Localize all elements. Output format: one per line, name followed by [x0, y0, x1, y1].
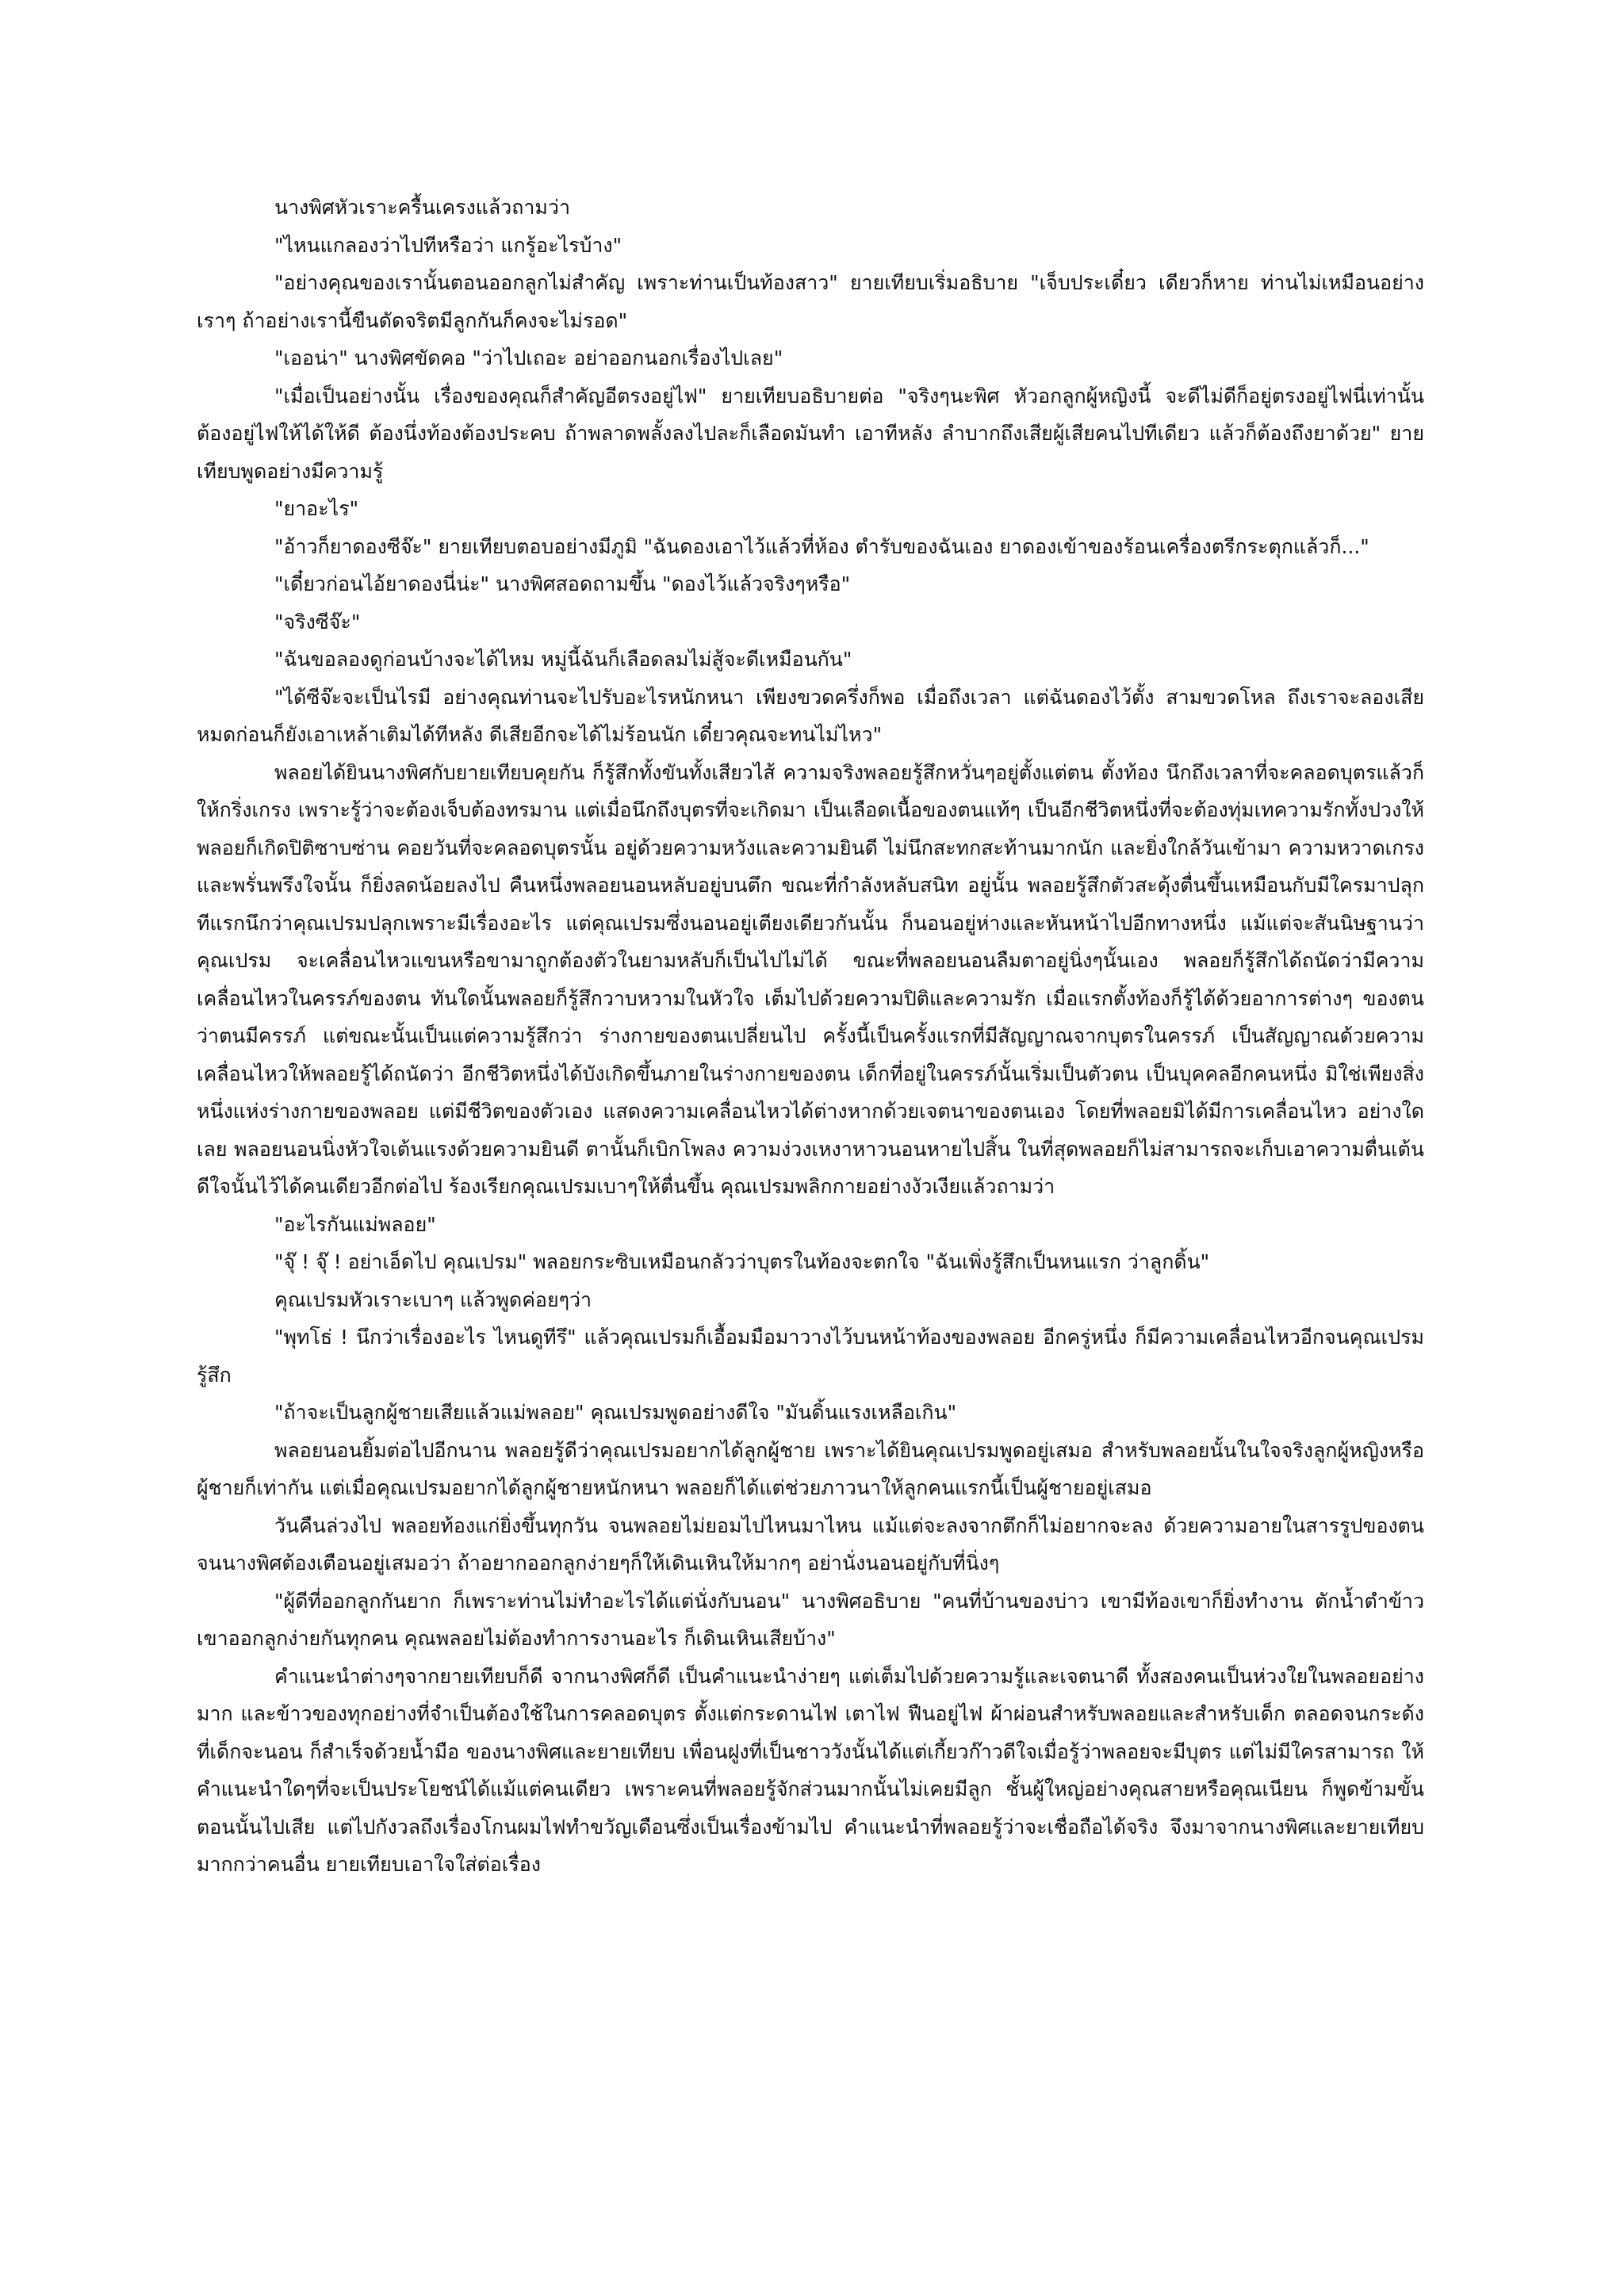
paragraph: นางพิศหัวเราะครื้นเครงแล้วถามว่า	[274, 196, 570, 219]
paragraph: "จริงซีจ๊ะ"	[274, 610, 361, 633]
paragraph: "อ้าวก็ยาดองซีจ๊ะ" ยายเทียบตอบอย่างมีภูมิ "ฉันดองเอาไว้แล้วที่ห้อง ตำรับของฉันเอง ยาดองเข้าของร้อนเครื่องตรีกระตุกแล้วก็..."	[274, 534, 1369, 558]
paragraph: "พุทโธ่ ! นึกว่าเรื่องอะไร ไหนดูทีรึ" แล้วคุณเปรมก็เอื้อมมือมาวางไว้บนหน้าท้องของพลอย อีกครู่หนึ่ง ก็มีความเคลื่อนไหวอีกจนคุณเปรมรู้สึก	[197, 1326, 1424, 1387]
paragraph: "ถ้าจะเป็นลูกผู้ชายเสียแล้วแม่พลอย" คุณเปรมพูดอย่างดีใจ "มันดิ้นแรงเหลือเกิน"	[274, 1401, 957, 1424]
paragraph: "ไหนแกลองว่าไปทีหรือว่า แกรู้อะไรบ้าง"	[274, 233, 622, 257]
paragraph: "จุ๊ ! จุ๊ ! อย่าเอ็ดไป คุณเปรม" พลอยกระซิบเหมือนกลัวว่าบุตรในท้องจะตกใจ "ฉันเพิ่งรู้สึกเป็นหนแรก ว่าลูกดิ้น"	[274, 1250, 1210, 1273]
paragraph: "ฉันขอลองดูก่อนบ้างจะได้ไหม หมู่นี้ฉันก็เลือดลมไม่สู้จะดีเหมือนกัน"	[274, 648, 852, 671]
paragraph: พลอยได้ยินนางพิศกับยายเทียบคุยกัน ก็รู้สึกทั้งขันทั้งเสียวไส้ ความจริงพลอยรู้สึกหวั่นๆอยู่ตั้งแต่ตน ตั้งท้อง นึกถึงเวลาที่จะคลอดบุตรแล้วก็ให้กริ่งเกรง เพราะรู้ว่าจะต้องเจ็บต้องทรมาน แต่เมื่อนึกถึงบุตรที่จะเกิดมา เป็นเลือดเนื้อของตนแท้ๆ เป็นอีกชีวิตหนึ่งที่จะต้องทุ่มเทความรักทั้งปวงให้ พลอยก็เกิดปิติซาบซ่าน คอยวันที่จะคลอดบุตรนั้น อยู่ด้วยความหวังและความยินดี ไม่นึกสะทกสะท้านมากนัก และยิ่งใกล้วันเข้ามา ความหวาดเกรงและพรั่นพรึงใจนั้น ก็ยิ่งลดน้อยลงไป คืนหนึ่งพลอยนอนหลับอยู่บนตึก ขณะที่กำลังหลับสนิท อยู่นั้น พลอยรู้สึกตัวสะดุ้งตื่นขึ้นเหมือนกับมีใครมาปลุก ทีแรกนึกว่าคุณเปรมปลุกเพราะมีเรื่องอะไร แต่คุณเปรมซึ่งนอนอยู่เตียงเดียวกันนั้น ก็นอนอยู่ห่างและหันหน้าไปอีกทางหนึ่ง แม้แต่จะสันนิษฐานว่าคุณเปรม จะเคลื่อนไหวแขนหรือขามาถูกต้องตัวในยามหลับก็เป็นไปไม่ได้ ขณะที่พลอยนอนลืมตาอยู่นิ่งๆนั้นเอง พลอยก็รู้สึกได้ถนัดว่ามีความเคลื่อนไหวในครรภ์ของตน ทันใดนั้นพลอยก็รู้สึกวาบหวามในหัวใจ เต็มไปด้วยความปิติและความรัก เมื่อแรกตั้งท้องก็รู้ได้ด้วยอาการต่างๆ ของตนว่าตนมีครรภ์ แต่ขณะนั้นเป็นแต่ความรู้สึกว่า ร่างกายของตนเปลี่ยนไป ครั้งนี้เป็นครั้งแรกที่มีสัญญาณจากบุตรในครรภ์ เป็นสัญญาณด้วยความเคลื่อนไหวให้พลอยรู้ได้ถนัดว่า อีกชีวิตหนึ่งได้บังเกิดขึ้นภายในร่างกายของตน เด็กที่อยู่ในครรภ์นั้นเริ่มเป็นตัวตน เป็นบุคคลอีกคนหนึ่ง มิใช่เพียงสิ่งหนึ่งแห่งร่างกายของพลอย แต่มีชีวิตของตัวเอง แสดงความเคลื่อนไหวได้ต่างหากด้วยเจตนาของตนเอง โดยที่พลอยมิได้มีการเคลื่อนไหว อย่างใดเลย พลอยนอนนิ่งหัวใจเต้นแรงด้วยความยินดี ตานั้นก็เบิกโพลง ความง่วงเหงาหาวนอนหายไปสิ้น ในที่สุดพลอยก็ไม่สามารถจะเก็บเอาความตื่นเต้นดีใจนั้นไว้ได้คนเดียวอีกต่อไป ร้องเรียกคุณเปรมเบาๆให้ตื่นขึ้น คุณเปรมพลิกกายอย่างงัวเงียแล้วถามว่า	[197, 760, 1424, 1198]
paragraph: "อย่างคุณของเรานั้นตอนออกลูกไม่สำคัญ เพราะท่านเป็นท้องสาว" ยายเทียบเริ่มอธิบาย "เจ็บประเดี๋ยว เดียวก็หาย ท่านไม่เหมือนอย่างเราๆ ถ้าอย่างเรานี้ขืนดัดจริตมีลูกกันก็คงจะไม่รอด"	[197, 271, 1424, 332]
paragraph: พลอยนอนยิ้มต่อไปอีกนาน พลอยรู้ดีว่าคุณเปรมอยากได้ลูกผู้ชาย เพราะได้ยินคุณเปรมพูดอยู่เสมอ สำหรับพลอยนั้นในใจจริงลูกผู้หญิงหรือผู้ชายก็เท่ากัน แต่เมื่อคุณเปรมอยากได้ลูกผู้ชายหนักหนา พลอยก็ได้แต่ช่วยภาวนาให้ลูกคนแรกนี้เป็นผู้ชายอยู่เสมอ	[197, 1438, 1424, 1499]
paragraph: วันคืนล่วงไป พลอยท้องแก่ยิ่งขึ้นทุกวัน จนพลอยไม่ยอมไปไหนมาไหน แม้แต่จะลงจากตึกก็ไม่อยากจะลง ด้วยความอายในสารรูปของตน จนนางพิศต้องเตือนอยู่เสมอว่า ถ้าอยากออกลูกง่ายๆก็ให้เดินเหินให้มากๆ อย่านั่งนอนอยู่กับที่นิ่งๆ	[197, 1513, 1424, 1575]
paragraph: คุณเปรมหัวเราะเบาๆ แล้วพูดค่อยๆว่า	[274, 1288, 592, 1311]
paragraph: "เดี๋ยวก่อนไอ้ยาดองนี่น่ะ" นางพิศสอดถามขึ้น "ดองไว้แล้วจริงๆหรือ"	[274, 572, 851, 595]
paragraph: "เมื่อเป็นอย่างนั้น เรื่องของคุณก็สำคัญอีตรงอยู่ไฟ" ยายเทียบอธิบายต่อ "จริงๆนะพิศ หัวอกลูกผู้หญิงนี้ จะดีไม่ดีก็อยู่ตรงอยู่ไฟนี่เท่านั้น ต้องอยู่ไฟให้ได้ให้ดี ต้องนึ่งท้องต้องประคบ ถ้าพลาดพลั้งลงไปละก็เลือดมันทำ เอาทีหลัง ลำบากถึงเสียผู้เสียคนไปทีเดียว แล้วก็ต้องถึงยาด้วย" ยายเทียบพูดอย่างมีความรู้	[197, 384, 1424, 483]
paragraph: "ได้ซีจ๊ะจะเป็นไรมี อย่างคุณท่านจะไปรับอะไรหนักหนา เพียงขวดครึ่งก็พอ เมื่อถึงเวลา แต่ฉันดองไว้ตั้ง สามขวดโหล ถึงเราจะลองเสียหมดก่อนก็ยังเอาเหล้าเติมได้ทีหลัง ดีเสียอีกจะได้ไม่ร้อนนัก เดี๋ยวคุณจะทนไม่ไหว"	[197, 685, 1424, 746]
paragraph: "เออน่า" นางพิศขัดคอ "ว่าไปเถอะ อย่าออกนอกเรื่องไปเลย"	[274, 346, 783, 369]
paragraph: "อะไรกันแม่พลอย"	[274, 1212, 436, 1236]
paragraph: "ผู้ดีที่ออกลูกกันยาก ก็เพราะท่านไม่ทำอะไรได้แต่นั่งกับนอน" นางพิศอธิบาย "คนที่บ้านของบ่าว เขามีท้องเขาก็ยิ่งทำงาน ตักน้ำตำข้าว เขาออกลูกง่ายกันทุกคน คุณพลอยไม่ต้องทำการงานอะไร ก็เดินเหินเสียบ้าง"	[197, 1589, 1424, 1650]
paragraph: "ยาอะไร"	[274, 497, 359, 520]
document-page	[197, 189, 1424, 1884]
paragraph: คำแนะนำต่างๆจากยายเทียบก็ดี จากนางพิศก็ดี เป็นคำแนะนำง่ายๆ แต่เต็มไปด้วยความรู้และเจตนาดี ทั้งสองคนเป็นห่วงใยในพลอยอย่างมาก และข้าวของทุกอย่างที่จำเป็นต้องใช้ในการคลอดบุตร ตั้งแต่กระดานไฟ เตาไฟ ฟืนอยู่ไฟ ผ้าผ่อนสำหรับพลอยและสำหรับเด็ก ตลอดจนกระด้งที่เด็กจะนอน ก็สำเร็จด้วยน้ำมือ ของนางพิศและยายเทียบ เพื่อนฝูงที่เป็นชาววังนั้นได้แต่เกี้ยวก๊าวดีใจเมื่อรู้ว่าพลอยจะมีบุตร แต่ไม่มีใครสามารถ ให้คำแนะนำใดๆที่จะเป็นประโยชน์ได้แม้แต่คนเดียว เพราะคนที่พลอยรู้จักส่วนมากนั้นไม่เคยมีลูก ชั้นผู้ใหญ่อย่างคุณสายหรือคุณเนียน ก็พูดข้ามขั้นตอนนั้นไปเสีย แต่ไปกังวลถึงเรื่องโกนผมไฟทำขวัญเดือนซึ่งเป็นเรื่องข้ามไป คำแนะนำที่พลอยรู้ว่าจะเชื่อถือได้จริง จึงมาจากนางพิศและยายเทียบมากกว่าคนอื่น ยายเทียบเอาใจใส่ต่อเรื่อง	[197, 1664, 1424, 1876]
